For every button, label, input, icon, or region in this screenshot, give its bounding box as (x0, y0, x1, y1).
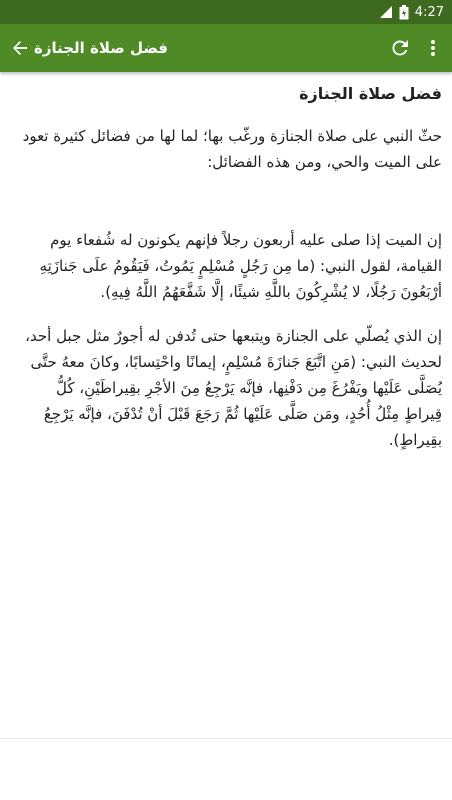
article-content (14, 84, 442, 453)
app-bar (0, 24, 452, 72)
arrow-back-icon (11, 39, 29, 57)
status-icons (379, 0, 444, 24)
article-heading: فضل صلاة الجنازة (299, 84, 442, 103)
status-bar (0, 0, 452, 24)
article-point-1: إن الميت إذا صلى عليه أربعون رجلاً فإنهم يكونون له شُفعاء يوم القيامة، لقول النبي: (ما مِن رَجُلٍ مُسْلِمٍ يَمُوتُ، فَيَقُومُ علَى جَنازَتِهِ أرْبَعُونَ رَجُلًا، لا يُشْرِكُونَ باللَّهِ شيئًا، إلَّا شَفَّعَهُمُ اللَّهُ فِيهِ). (39, 231, 442, 301)
signal-icon (379, 5, 393, 19)
page-title: فضل صلاة الجنازة (33, 39, 168, 57)
article-intro: حثّ النبي على صلاة الجنازة ورغّب بها؛ لما لها من فضائل كثيرة تعود على الميت والحي، ومن هذه الفضائل: (22, 127, 442, 171)
refresh-icon (391, 39, 409, 57)
status-time: 4:27 (414, 4, 444, 20)
article-point-2: إن الذي يُصلّي على الجنازة ويتبعها حتى تُدفن له أجورٌ مثل جبل أحد، لحديث النبي: (مَنِ اتَّبَعَ جَنازَةَ مُسْلِمٍ، إيمانًا واحْتِسابًا، وكانَ معهُ حتَّى يُصَلَّى عَلَيْها ويَفْرُغَ مِن دَفْنِها، فإنَّه يَرْجِعُ مِنَ الأجْرِ بقِيراطَيْنِ، كُلُّ قِيراطٍ مِثْلُ أُحُدٍ، ومَن صَلَّى عَلَيْها ثُمَّ رَجَعَ قَبْلَ أنْ تُدْفَنَ، فإنَّه يَرْجِعُ بقِيراطٍ). (25, 327, 442, 449)
overflow-menu-button[interactable] (414, 24, 452, 72)
battery-icon (399, 5, 409, 20)
more-vert-icon (430, 39, 436, 57)
bottom-divider (0, 738, 452, 739)
